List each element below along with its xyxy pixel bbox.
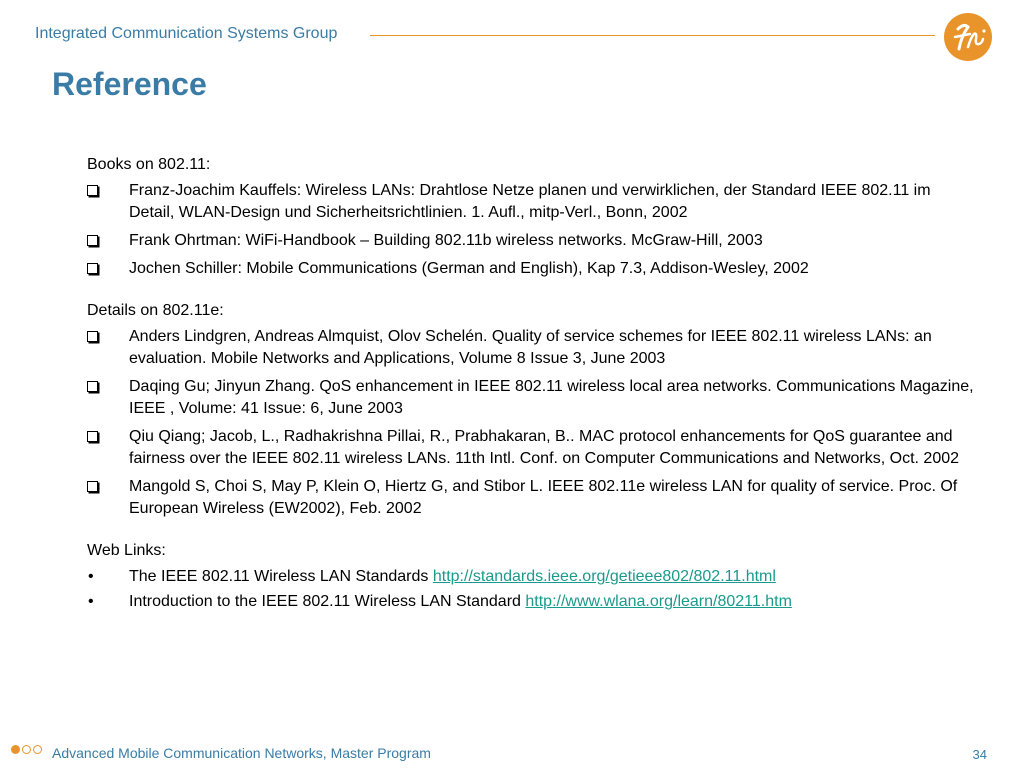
details-section	[87, 300, 977, 520]
details-heading: Details on 802.11e:	[87, 302, 224, 319]
dot-filled-icon	[11, 745, 20, 754]
book-item	[87, 258, 977, 280]
reference-content	[87, 154, 977, 633]
checkbox-bullet-icon	[87, 185, 98, 196]
weblink-text: The IEEE 802.11 Wireless LAN Standards	[129, 568, 433, 585]
ieee-standards-link[interactable]: http://standards.ieee.org/getieee802/802.11.html	[432, 568, 776, 585]
weblink-item	[87, 591, 977, 613]
paper-item-text: Qiu Qiang; Jacob, L., Radhakrishna Pillai, R., Prabhakaran, B.. MAC protocol enhancements for QoS guarantee and fairness over the IEEE 802.11 wireless LANs. 11th Intl. Conf. on Computer Communications and Networks, Oct. 2002	[129, 428, 960, 467]
wlana-intro-link[interactable]: http://www.wlana.org/learn/80211.htm	[525, 593, 792, 610]
book-item-text: Jochen Schiller: Mobile Communications (German and English), Kap 7.3, Addison-Wesley, 2002	[129, 260, 809, 277]
book-item	[87, 180, 977, 224]
book-item	[87, 230, 977, 252]
paper-item	[87, 426, 977, 470]
checkbox-bullet-icon	[87, 381, 98, 392]
paper-item	[87, 376, 977, 420]
paper-item-text: Mangold S, Choi S, May P, Klein O, Hiertz G, and Stibor L. IEEE 802.11e wireless LAN for quality of service. Proc. Of European Wireless (EW2002), Feb. 2002	[129, 478, 958, 517]
checkbox-bullet-icon	[87, 331, 98, 342]
footer-program: Advanced Mobile Communication Networks, Master Program	[52, 745, 431, 761]
header-group-name: Integrated Communication Systems Group	[35, 25, 338, 42]
slide-title: Reference	[52, 66, 207, 102]
book-item-text: Franz-Joachim Kauffels: Wireless LANs: Drahtlose Netze planen und verwirklichen, der Standard IEEE 802.11 im Detail, WLAN-Design und Sicherheitsrichtlinien. 1. Aufl., mitp-Verl., Bonn, 2002	[129, 182, 931, 221]
checkbox-bullet-icon	[87, 431, 98, 442]
dot-hollow-icon	[33, 745, 42, 754]
checkbox-bullet-icon	[87, 235, 98, 246]
footer-dots-decoration	[11, 745, 42, 754]
bullet-dot: •	[88, 593, 94, 610]
checkbox-bullet-icon	[87, 481, 98, 492]
weblink-item	[87, 566, 977, 588]
bullet-dot: •	[88, 568, 94, 585]
books-section	[87, 154, 977, 280]
weblink-text: Introduction to the IEEE 802.11 Wireless LAN Standard	[129, 593, 526, 610]
books-heading: Books on 802.11:	[87, 156, 211, 173]
book-item-text: Frank Ohrtman: WiFi-Handbook – Building 802.11b wireless networks. McGraw-Hill, 2003	[129, 232, 763, 249]
paper-item	[87, 476, 977, 520]
paper-item	[87, 326, 977, 370]
checkbox-bullet-icon	[87, 263, 98, 274]
weblinks-heading: Web Links:	[87, 542, 166, 559]
paper-item-text: Daqing Gu; Jinyun Zhang. QoS enhancement in IEEE 802.11 wireless local area networks. Communications Magazine, IEEE , Volume: 41 Issue: 6, June 2003	[129, 378, 974, 417]
page-number: 34	[972, 747, 987, 762]
university-logo-icon	[944, 13, 992, 61]
dot-hollow-icon	[22, 745, 31, 754]
weblinks-section	[87, 540, 977, 613]
paper-item-text: Anders Lindgren, Andreas Almquist, Olov Schelén. Quality of service schemes for IEEE 802.11 wireless LANs: an evaluation. Mobile Networks and Applications, Volume 8 Issue 3, June 2003	[129, 328, 932, 367]
header-divider	[370, 35, 935, 36]
